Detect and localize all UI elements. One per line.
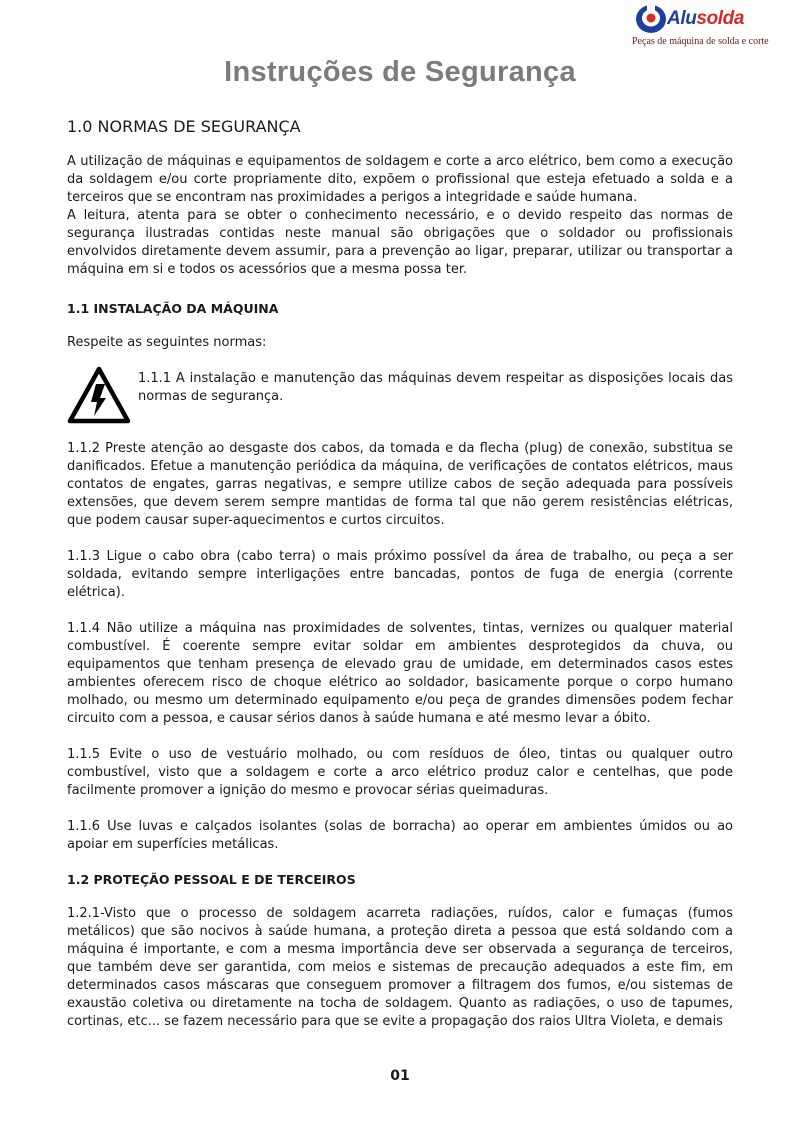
spacer: [67, 800, 733, 818]
spacer: [67, 316, 733, 334]
logo-tagline: Peças de máquina de solda e corte: [632, 36, 769, 47]
page-number: 01: [390, 1068, 410, 1084]
section-1-1-intro: Respeite as seguintes normas:: [67, 335, 267, 350]
logo-brand-accent: solda: [696, 8, 745, 29]
alusolda-logo: [630, 0, 769, 54]
spacer: [67, 530, 733, 548]
section-1-0-heading: 1.0 NORMAS DE SEGURANÇA: [67, 117, 301, 136]
item-1-1-6: 1.1.6 Use luvas e calçados isolantes (solas de borracha) ao operar em ambientes úmidos ou ao apoiar em superfícies metálicas.: [67, 819, 733, 852]
section-1-2-heading: 1.2 PROTEÇÃO PESSOAL E DE TERCEIROS: [67, 872, 356, 887]
electrical-hazard-icon: [67, 366, 131, 424]
spacer: [67, 432, 733, 440]
item-1-1-5: 1.1.5 Evite o uso de vestuário molhado, ou com resíduos de óleo, tintas ou qualquer outro combustível, visto que a soldagem e corte a arco elétrico produz calor e centelhas, que pode facilmente promover a ignição do mesmo e provocar sérias queimaduras.: [67, 747, 733, 798]
spacer: [67, 279, 733, 297]
page-title: Instruções de Segurança: [224, 56, 576, 88]
section-1-1-heading: 1.1 INSTALAÇÃO DA MÁQUINA: [67, 301, 279, 316]
section-1-0-paragraph-1: A utilização de máquinas e equipamentos de soldagem e corte a arco elétrico, bem como a execução da soldagem e/ou corte propriamente dito, expõem o profissional que esteja efetuado a solda e a terceiros que se encontram nas proximidades a perigos a integridade e saúde humana.: [67, 154, 733, 205]
item-1-1-3: 1.1.3 Ligue o cabo obra (cabo terra) o mais próximo possível da área de trabalho, ou peça a ser soldada, evitando sempre interligações entre bancadas, pontos de fuga de energia (corrente elétrica).: [67, 549, 733, 600]
item-1-1-2: 1.1.2 Preste atenção ao desgaste dos cabos, da tomada e da flecha (plug) de conexão, substitua se danificados. Efetue a manutenção periódica da máquina, de verificações de contatos elétricos, maus contatos de engates, garras negativas, e sempre utilize cabos de seção adequada para possíveis extensões, que devem serem sempre mantidas de forma tal que não gerem resistências elétricas, que podem causar super-aquecimentos e curtos circuitos.: [67, 441, 733, 528]
item-1-1-1: 1.1.1 A instalação e manutenção das máquinas devem respeitar as disposições locais das normas de segurança.: [138, 371, 733, 404]
electrical-warning-block: [67, 370, 733, 432]
document-body: [67, 117, 733, 1031]
spacer: [67, 352, 733, 370]
item-1-2-1: 1.2.1-Visto que o processo de soldagem acarreta radiações, ruídos, calor e fumaças (fumos metálicos) que são nocivos à saúde humana, a proteção direta a pessoa que está soldando com a máquina é importante, e com a mesma importância deve ser observada a segurança de terceiros, que também deve ser garantida, com meios e sistemas de precaução adequados a este fim, em determinados casos máscaras que conseguem promover a filtragem dos fumos, e/ou sistemas de exaustão coletiva ou diretamente na tocha de soldagem. Quanto as radiações, o uso de tapumes, cortinas, etc... se fazem necessário para que se evite a propagação dos raios Ultra Violeta, e demais: [67, 906, 733, 1029]
spacer: [67, 602, 733, 620]
spacer: [67, 887, 733, 905]
alusolda-logo-mark-icon: [634, 2, 668, 36]
spacer: [67, 854, 733, 872]
logo-brand-main: Alu: [667, 8, 697, 29]
section-1-0-paragraph-2: A leitura, atenta para se obter o conhecimento necessário, e o devido respeito das normas de segurança ilustradas contidas neste manual são obrigações que o soldador ou profissionais envolvidos diretamente devem assumir, para a prevenção ao ligar, preparar, utilizar ou transportar a máquina em si e todos os acessórios que a mesma possa ter.: [67, 208, 733, 277]
logo-brand-name: [667, 8, 744, 30]
item-1-1-4: 1.1.4 Não utilize a máquina nas proximidades de solventes, tintas, vernizes ou qualquer material combustível. É coerente sempre evitar soldar em ambientes desprotegidos da chuva, ou equipamentos que tenham presença de elevado grau de umidade, em determinados casos estes ambientes oferecem risco de choque elétrico ao soldador, basicamente porque o corpo humano molhado, ou mesmo um determinado equipamento e/ou peça de grandes dimensões podem fechar circuito com a pessoa, e causar sérios danos à saúde humana e até mesmo levar a óbito.: [67, 621, 733, 726]
spacer: [67, 728, 733, 746]
